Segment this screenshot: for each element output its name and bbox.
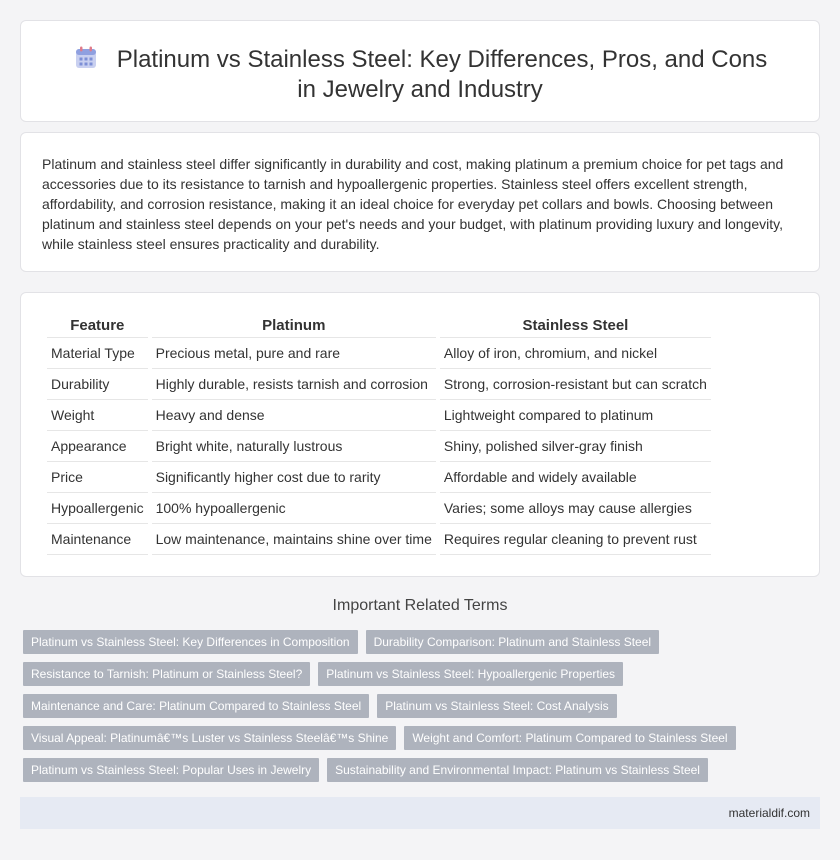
related-term-tag[interactable]: Visual Appeal: Platinumâ€™s Luster vs Stainless Steelâ€™s Shine xyxy=(23,726,396,750)
cell-stainless-steel: Alloy of iron, chromium, and nickel xyxy=(440,338,711,369)
header-feature: Feature xyxy=(47,314,148,338)
tag-row xyxy=(23,662,823,694)
table-header-row xyxy=(47,314,711,338)
related-term-tag[interactable]: Platinum vs Stainless Steel: Key Differences in Composition xyxy=(23,630,358,654)
related-terms-list xyxy=(23,630,823,790)
cell-stainless-steel: Requires regular cleaning to prevent rust xyxy=(440,524,711,555)
header-platinum: Platinum xyxy=(152,314,436,338)
tag-row xyxy=(23,758,823,790)
cell-platinum: Significantly higher cost due to rarity xyxy=(152,462,436,493)
header-card xyxy=(20,20,820,122)
cell-platinum: Heavy and dense xyxy=(152,400,436,431)
related-term-tag[interactable]: Platinum vs Stainless Steel: Popular Uses in Jewelry xyxy=(23,758,319,782)
cell-platinum: Highly durable, resists tarnish and corrosion xyxy=(152,369,436,400)
related-term-tag[interactable]: Durability Comparison: Platinum and Stainless Steel xyxy=(366,630,659,654)
cell-feature: Appearance xyxy=(47,431,148,462)
cell-feature: Material Type xyxy=(47,338,148,369)
intro-paragraph: Platinum and stainless steel differ significantly in durability and cost, making platinum a premium choice for pet tags and accessories due to its resistance to tarnish and hypoallergenic properties. Stainless steel offers excellent strength, affordability, and corrosion resistance, making it an ideal choice for everyday pet collars and bowls. Choosing between platinum and stainless steel depends on your pet's needs and your budget, with platinum providing luxury and longevity, while stainless steel ensures practicality and durability. xyxy=(42,156,784,252)
cell-stainless-steel: Shiny, polished silver-gray finish xyxy=(440,431,711,462)
related-term-tag[interactable]: Sustainability and Environmental Impact: Platinum vs Stainless Steel xyxy=(327,758,708,782)
footer-site-link[interactable]: materialdif.com xyxy=(728,806,810,820)
table-row xyxy=(47,493,711,524)
cell-platinum: Low maintenance, maintains shine over time xyxy=(152,524,436,555)
cell-platinum: Precious metal, pure and rare xyxy=(152,338,436,369)
page-title xyxy=(61,45,779,105)
table-row xyxy=(47,524,711,555)
tag-row xyxy=(23,694,823,726)
comparison-table xyxy=(43,314,715,555)
cell-feature: Maintenance xyxy=(47,524,148,555)
table-row xyxy=(47,431,711,462)
tag-row xyxy=(23,726,823,758)
cell-stainless-steel: Strong, corrosion-resistant but can scratch xyxy=(440,369,711,400)
page-title-text: Platinum vs Stainless Steel: Key Differences, Pros, and Cons in Jewelry and Industry xyxy=(116,46,768,103)
cell-stainless-steel: Affordable and widely available xyxy=(440,462,711,493)
cell-stainless-steel: Lightweight compared to platinum xyxy=(440,400,711,431)
intro-card xyxy=(20,132,820,272)
related-term-tag[interactable]: Maintenance and Care: Platinum Compared to Stainless Steel xyxy=(23,694,369,718)
cell-feature: Weight xyxy=(47,400,148,431)
footer-bar xyxy=(20,797,820,829)
related-term-tag[interactable]: Platinum vs Stainless Steel: Cost Analysis xyxy=(377,694,616,718)
related-term-tag[interactable]: Resistance to Tarnish: Platinum or Stainless Steel? xyxy=(23,662,310,686)
calendar-icon xyxy=(73,45,99,71)
comparison-card xyxy=(20,292,820,577)
cell-feature: Hypoallergenic xyxy=(47,493,148,524)
cell-stainless-steel: Varies; some alloys may cause allergies xyxy=(440,493,711,524)
cell-platinum: 100% hypoallergenic xyxy=(152,493,436,524)
cell-feature: Durability xyxy=(47,369,148,400)
table-row xyxy=(47,462,711,493)
cell-platinum: Bright white, naturally lustrous xyxy=(152,431,436,462)
table-row xyxy=(47,400,711,431)
table-row xyxy=(47,369,711,400)
tag-row xyxy=(23,630,823,662)
header-stainless-steel: Stainless Steel xyxy=(440,314,711,338)
related-terms-heading: Important Related Terms xyxy=(332,597,508,614)
table-row xyxy=(47,338,711,369)
cell-feature: Price xyxy=(47,462,148,493)
related-term-tag[interactable]: Platinum vs Stainless Steel: Hypoallergenic Properties xyxy=(318,662,623,686)
related-term-tag[interactable]: Weight and Comfort: Platinum Compared to Stainless Steel xyxy=(404,726,735,750)
